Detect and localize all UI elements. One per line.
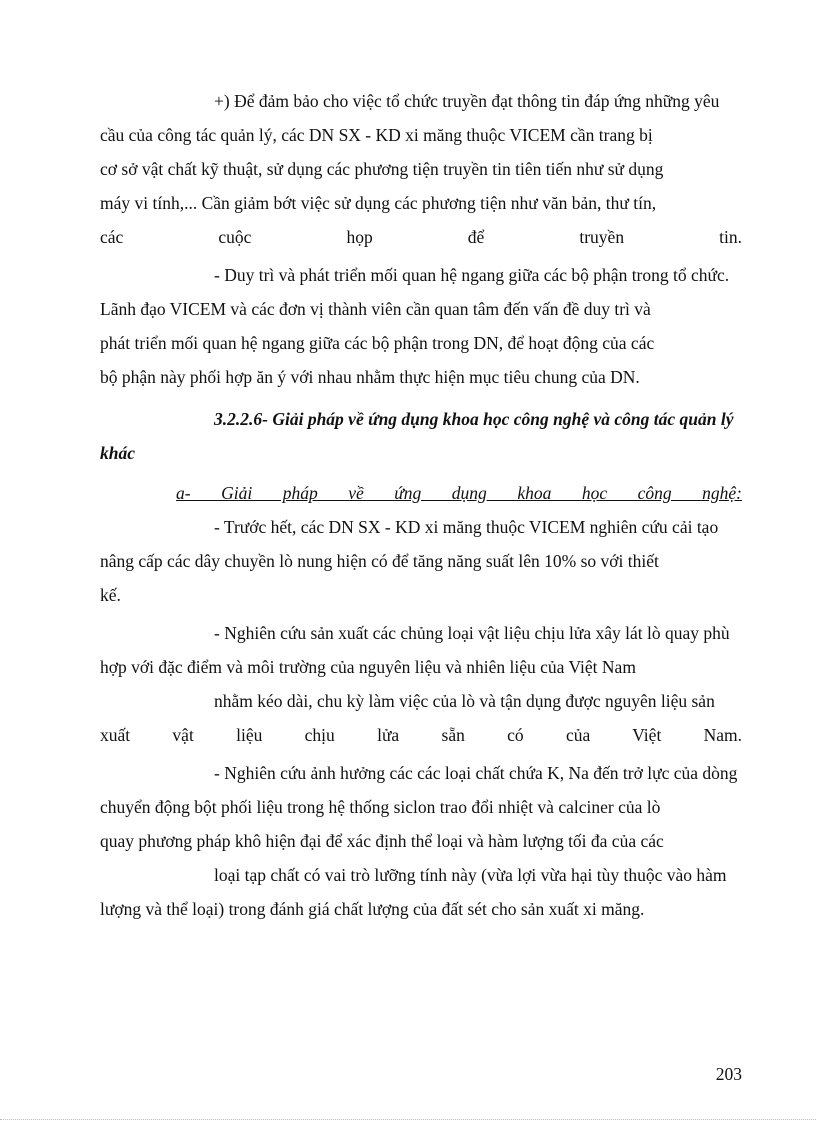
paragraph-refractory-materials [100,616,742,752]
paragraph-communication-equipment [100,84,742,254]
text-line: quay phương pháp khô hiện đại để xác định thể loại và hàm lượng tối đa của các [100,831,664,851]
page-number: 203 [715,1064,742,1084]
paragraph-impurities-research [100,756,742,926]
text-line: kế. [100,585,121,605]
text-line: xuất vật liệu chịu lửa sẵn có của Việt Nam. [100,725,742,745]
text-line: - Nghiên cứu sản xuất các chủng loại vật liệu chịu lửa xây lát lò quay phù [214,623,730,643]
text-line: lượng và thể loại) trong đánh giá chất lượng của đất sét cho sản xuất xi măng. [100,899,645,919]
paragraph-horizontal-relations [100,258,742,394]
text-line: máy vi tính,... Cần giảm bớt việc sử dụng các phương tiện như văn bản, thư tín, [100,193,657,213]
body-text [100,84,742,930]
section-heading-line: khác [100,443,135,463]
text-line: nhằm kéo dài, chu kỳ làm việc của lò và tận dụng được nguyên liệu sản [214,691,715,711]
text-line: các cuộc họp để truyền tin. [100,227,742,247]
subsection-heading [176,476,742,510]
text-line: - Nghiên cứu ảnh hưởng các các loại chất chứa K, Na đến trở lực của dòng [214,763,738,783]
text-line: cơ sở vật chất kỹ thuật, sử dụng các phương tiện truyền tin tiên tiến như sử dụng [100,159,664,179]
text-line: phát triển mối quan hệ ngang giữa các bộ phận trong DN, để hoạt động của các [100,333,655,353]
section-heading-line: 3.2.2.6- Giải pháp về ứng dụng khoa học công nghệ và công tác quản lý [214,409,734,429]
text-line: cầu của công tác quản lý, các DN SX - KD xi măng thuộc VICEM cần trang bị [100,125,653,145]
page-bottom-divider [0,1119,816,1120]
text-line: loại tạp chất có vai trò lưỡng tính này (vừa lợi vừa hại tùy thuộc vào hàm [214,865,727,885]
text-line: +) Để đảm bảo cho việc tổ chức truyền đạt thông tin đáp ứng những yêu [214,91,720,111]
subsection-heading-text: a- Giải pháp về ứng dụng khoa học công nghệ: [176,483,742,503]
text-line: nâng cấp các dây chuyền lò nung hiện có để tăng năng suất lên 10% so với thiết [100,551,659,571]
section-heading [100,402,742,470]
text-line: bộ phận này phối hợp ăn ý với nhau nhằm thực hiện mục tiêu chung của DN. [100,367,640,387]
text-line: - Trước hết, các DN SX - KD xi măng thuộc VICEM nghiên cứu cải tạo [214,517,719,537]
text-line: hợp với đặc điểm và môi trường của nguyên liệu và nhiên liệu của Việt Nam [100,657,636,677]
text-line: - Duy trì và phát triển mối quan hệ ngang giữa các bộ phận trong tổ chức. [214,265,730,285]
paragraph-kiln-upgrade [100,510,742,612]
text-line: chuyển động bột phối liệu trong hệ thống siclon trao đổi nhiệt và calciner của lò [100,797,661,817]
text-line: Lãnh đạo VICEM và các đơn vị thành viên cần quan tâm đến vấn đề duy trì và [100,299,651,319]
